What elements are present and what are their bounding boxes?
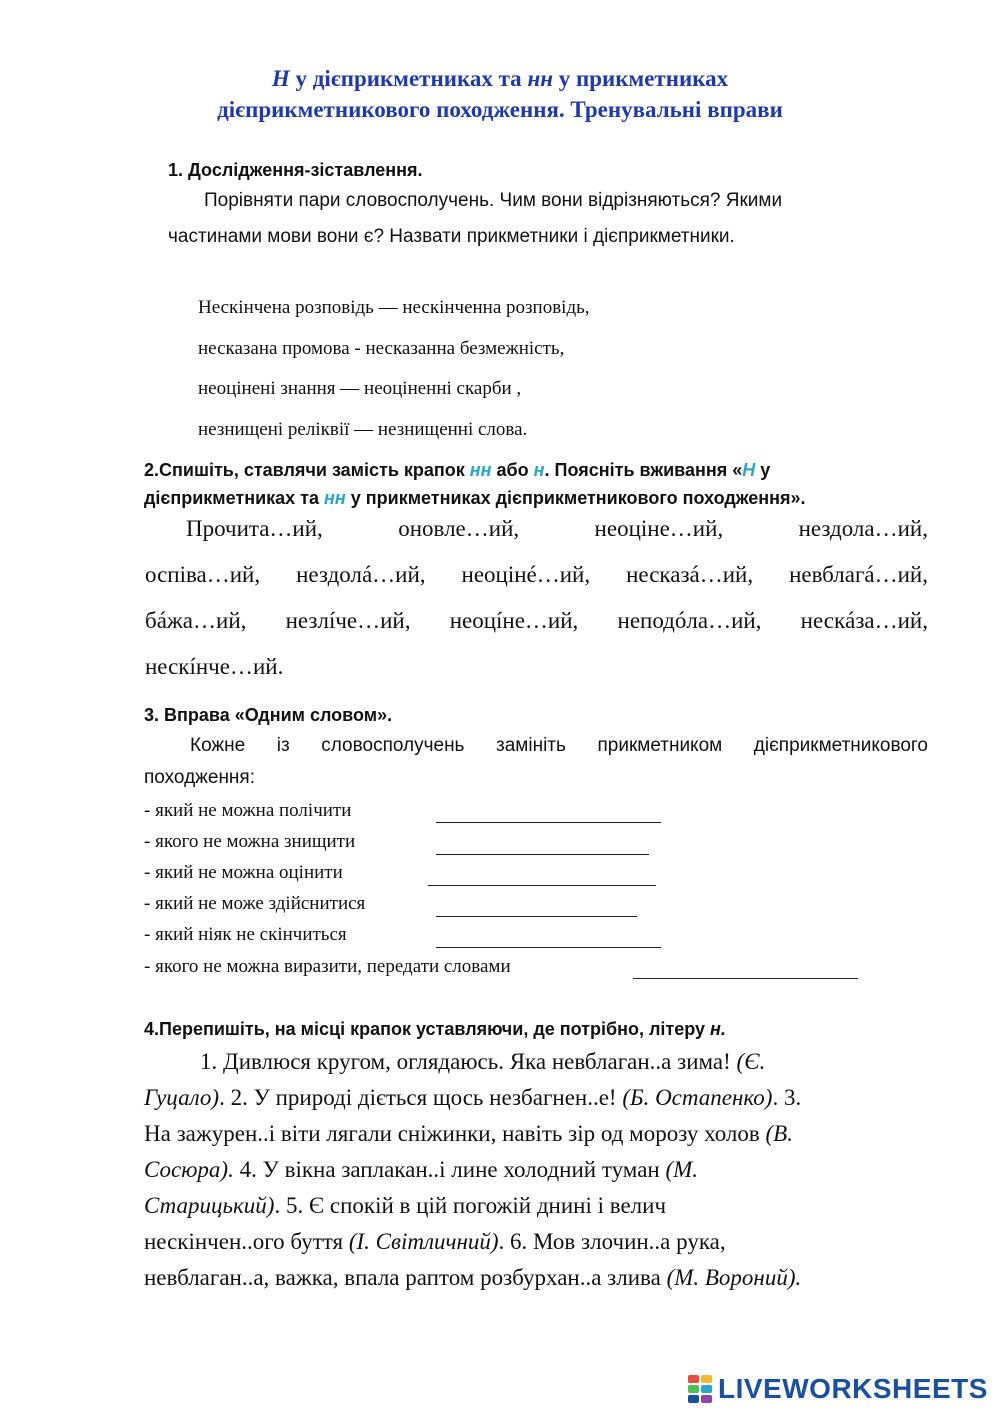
ex2-line-1: Прочита…ий, оновле…ий, неоціне…ий, нездола…ий, — [186, 516, 928, 541]
ex4-line-2: Гуцало). 2. У природі діється щось незбагнен..е! (Б. Остапенко). 3. — [144, 1085, 802, 1110]
ex1-pair-3: неоцінені знання — неоціненні скарби , — [198, 378, 522, 399]
ex3-item-5: - який ніяк не скінчиться — [144, 924, 347, 945]
ex3-item-4: - який не може здійснитися — [144, 893, 366, 914]
ex1-text-1: Порівняти пари словосполучень. Чим вони відрізняються? Якими — [204, 190, 783, 211]
ex2-heading-2: дієприкметниках та нн у прикметниках дієприкметникового походження». — [144, 488, 806, 508]
ex1-pair-2: несказана промова - несказанна безмежність, — [198, 338, 565, 359]
ex1-pair-4: незнищені реліквії — незнищенні слова. — [198, 419, 528, 440]
title-line-2: дієприкметникового походження. Тренувальні вправи — [217, 97, 783, 122]
ex4-line-5: Старицький). 5. Є спокій в цій погожій днині і велич — [144, 1193, 667, 1218]
title-line-1: Н у дієприкметниках та нн у прикметниках — [271, 66, 729, 91]
liveworksheets-logo[interactable] — [688, 1372, 988, 1406]
ex4-line-7: невблаган..а, важка, впала раптом розбурхан..а злива (М. Вороний). — [144, 1265, 802, 1290]
ex3-answer-line-4[interactable] — [436, 915, 637, 917]
ex2-line-4: нескíнче…ий. — [145, 654, 284, 679]
ex1-text-2: частинами мови вони є? Назвати прикметники і дієприкметники. — [168, 226, 735, 247]
ex4-line-3: На зажурен..і віти лягали сніжинки, навіть зір од морозу холов (В. — [144, 1121, 793, 1146]
ex2-line-2: оспіва…ий, нездолá…ий, неоцінé…ий, несказá…ий, невблагá…ий, — [145, 562, 928, 587]
ex1-pair-1: Нескінчена розповідь — нескінченна розповідь, — [198, 297, 590, 318]
ex3-item-1: - який не можна полічити — [144, 800, 352, 821]
ex2-line-3: бáжа…ий, незлíче…ий, неоцíне…ий, неподóла…ий, нескáза…ий, — [145, 608, 928, 633]
ex3-item-2: - якого не можна знищити — [144, 831, 356, 852]
ex4-line-6: нескінчен..ого буття (І. Світличний). 6. Мов злочин..а рука, — [144, 1229, 726, 1254]
ex4-line-1: 1. Дивлюся кругом, оглядаюсь. Яка невблаган..а зима! (Є. — [200, 1049, 766, 1074]
logo-mark-icon — [688, 1375, 712, 1403]
ex3-text-1: Кожне із словосполучень замініть прикметником дієприкметникового — [190, 735, 928, 756]
ex1-heading: 1. Дослідження-зіставлення. — [168, 160, 423, 180]
ex3-text-2: походження: — [144, 767, 255, 788]
ex3-answer-line-2[interactable] — [436, 853, 649, 855]
logo-text: LIVEWORKSHEETS — [718, 1373, 988, 1404]
ex4-heading: 4.Перепишіть, на місці крапок уставляючи, де потрібно, літеру н. — [144, 1019, 726, 1039]
ex4-line-4: Сосюра). 4. У вікна заплакан..і лине холодний туман (М. — [144, 1157, 699, 1182]
ex2-heading-1: 2.Спишіть, ставлячи замість крапок нн або н. Поясніть вживання «Н у — [144, 460, 771, 480]
ex3-answer-line-1[interactable] — [436, 821, 661, 823]
ex3-answer-line-3[interactable] — [428, 884, 656, 886]
ex3-heading: 3. Вправа «Одним словом». — [144, 705, 393, 725]
ex3-item-6: - якого не можна виразити, передати словами — [144, 956, 511, 977]
ex3-answer-line-5[interactable] — [436, 946, 661, 948]
ex3-item-3: - який не можна оцінити — [144, 862, 343, 883]
ex3-answer-line-6[interactable] — [633, 977, 858, 979]
